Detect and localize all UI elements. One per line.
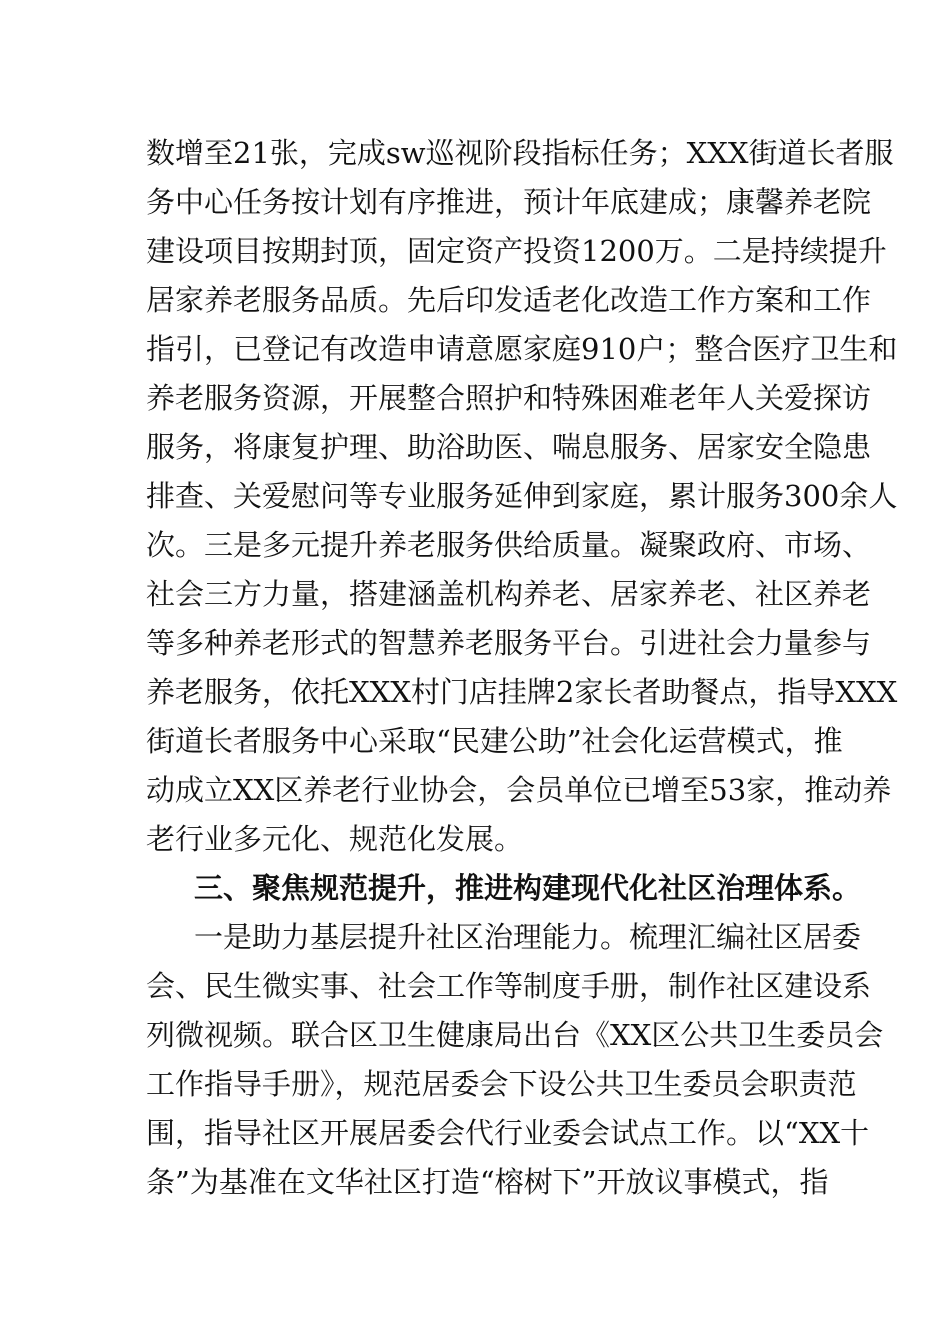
body-text-line: 社会三方力量，搭建涵盖机构养老、居家养老、社区养老 — [146, 577, 872, 611]
section-heading: 三、聚焦规范提升，推进构建现代化社区治理体系。 — [194, 871, 862, 905]
body-text-line: 老行业多元化、规范化发展。 — [146, 822, 524, 856]
body-text-line: 一是助力基层提升社区治理能力。梳理汇编社区居委 — [194, 920, 862, 954]
body-text-line: 会、民生微实事、社会工作等制度手册，制作社区建设系 — [146, 969, 872, 1003]
body-text-line: 条”为基准在文华社区打造“榕树下”开放议事模式，指 — [146, 1165, 829, 1199]
body-text-line: 建设项目按期封顶，固定资产投资1200万。二是持续提升 — [146, 234, 887, 268]
body-text-line: 列微视频。联合区卫生健康局出台《XX区公共卫生委员会 — [146, 1018, 884, 1052]
body-text-line: 街道长者服务中心采取“民建公助”社会化运营模式，推 — [146, 724, 843, 758]
body-text-line: 养老服务，依托XXX村门店挂牌2家长者助餐点，指导XXX — [146, 675, 898, 709]
body-text-line: 排查、关爱慰问等专业服务延伸到家庭，累计服务300余人 — [146, 479, 898, 513]
body-text-line: 等多种养老形式的智慧养老服务平台。引进社会力量参与 — [146, 626, 872, 660]
body-text-line: 次。三是多元提升养老服务供给质量。凝聚政府、市场、 — [146, 528, 872, 562]
body-text-line: 养老服务资源，开展整合照护和特殊困难老年人关爱探访 — [146, 381, 872, 415]
body-text-line: 数增至21张，完成sw巡视阶段指标任务；XXX街道长者服 — [146, 136, 894, 170]
body-text-line: 围，指导社区开展居委会代行业委会试点工作。以“XX十 — [146, 1116, 870, 1150]
body-text-line: 务中心任务按计划有序推进，预计年底建成；康馨养老院 — [146, 185, 872, 219]
body-text-line: 工作指导手册》，规范居委会下设公共卫生委员会职责范 — [146, 1067, 857, 1101]
body-text-line: 动成立XX区养老行业协会，会员单位已增至53家，推动养 — [146, 773, 892, 807]
body-text-line: 居家养老服务品质。先后印发适老化改造工作方案和工作 — [146, 283, 872, 317]
body-text-line: 服务，将康复护理、助浴助医、喘息服务、居家安全隐患 — [146, 430, 872, 464]
body-text-line: 指引，已登记有改造申请意愿家庭910户；整合医疗卫生和 — [146, 332, 898, 366]
